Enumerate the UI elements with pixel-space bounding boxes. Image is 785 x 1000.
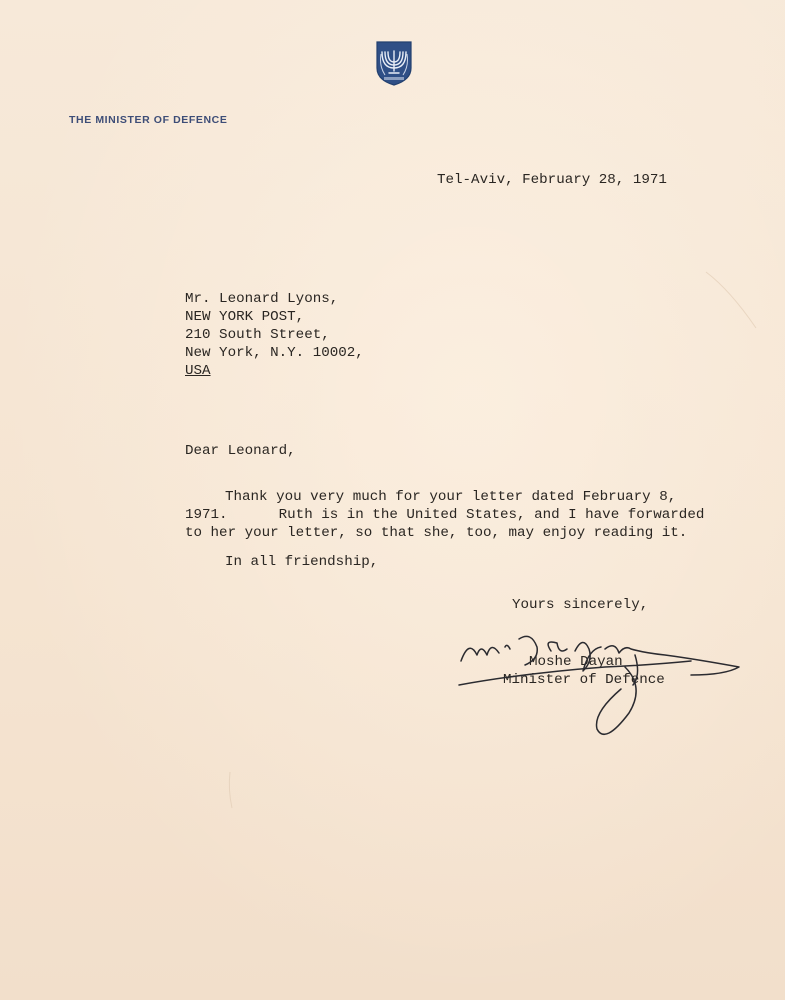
address-country: USA — [185, 363, 211, 379]
address-line: 210 South Street, — [185, 327, 330, 343]
date-line: Tel-Aviv, February 28, 1971 — [437, 172, 667, 188]
paper-mark — [220, 770, 240, 810]
signature-name: Moshe Dayan — [529, 654, 623, 670]
address-line: New York, N.Y. 10002, — [185, 345, 364, 361]
body-line: Thank you very much for your letter dated February 8, — [225, 489, 677, 505]
address-line: NEW YORK POST, — [185, 309, 305, 325]
body-line: 1971. Ruth is in the United States, and I have forwarded — [185, 507, 705, 523]
friendship-line: In all friendship, — [225, 554, 379, 570]
ministry-heading: THE MINISTER OF DEFENCE — [69, 114, 228, 126]
closing: Yours sincerely, — [512, 597, 649, 613]
body-line: to her your letter, so that she, too, may enjoy reading it. — [185, 525, 688, 541]
salutation: Dear Leonard, — [185, 443, 296, 459]
signature-title: Minister of Defence — [503, 672, 665, 688]
menorah-emblem-icon — [375, 40, 413, 86]
handwritten-signature — [455, 625, 755, 745]
paper-crease — [700, 270, 760, 330]
address-line: Mr. Leonard Lyons, — [185, 291, 339, 307]
